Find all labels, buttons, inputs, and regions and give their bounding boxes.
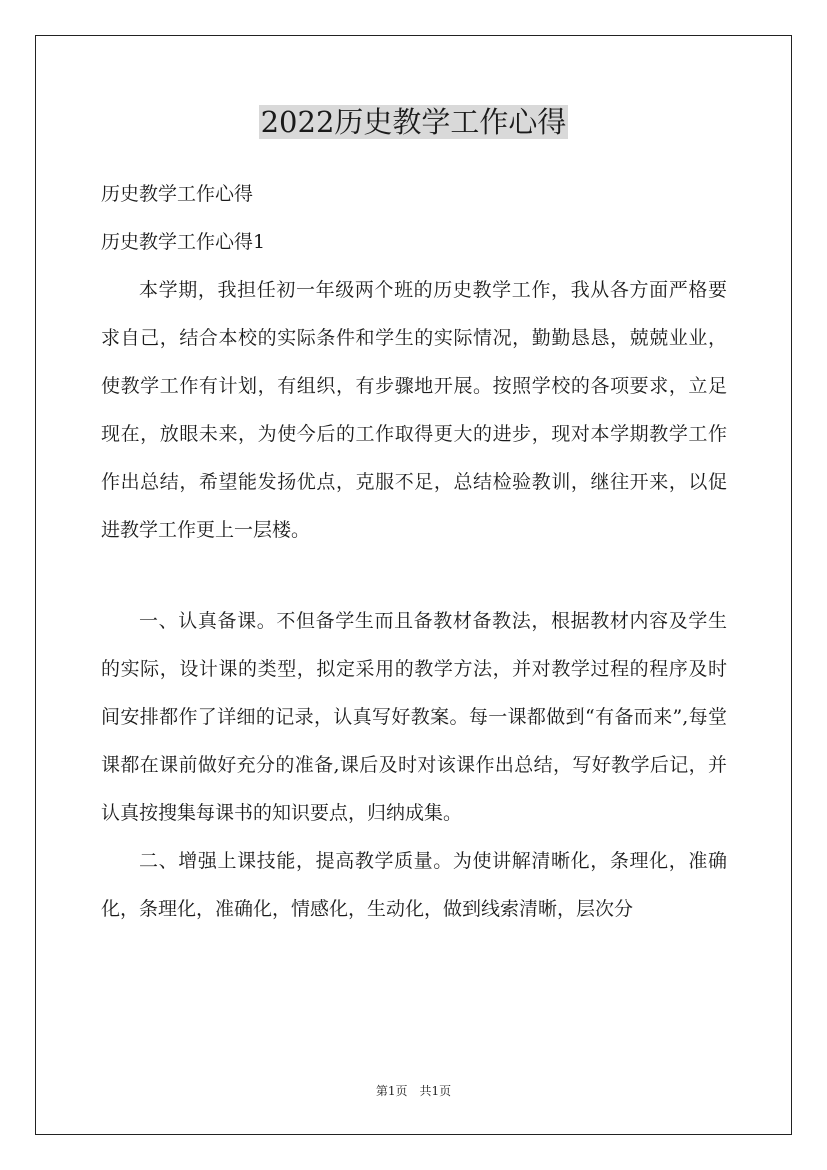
paragraph-preparation: 一、认真备课。不但备学生而且备教材备教法，根据教材内容及学生的实际，设计课的类型，拟定采用的教学方法，并对教学过程的程序及时间安排都作了详细的记录，认真写好教案。每一课都做到“有备而来”,每堂课都在课前做好充分的准备,课后及时对该课作出总结，写好教学后记，并认真按搜集每课书的知识要点，归纳成集。 <box>101 610 727 824</box>
subsection-heading: 历史教学工作心得1 <box>101 231 266 253</box>
paragraph-intro: 本学期，我担任初一年级两个班的历史教学工作，我从各方面严格要求自己，结合本校的实际条件和学生的实际情况，勤勤恳恳，兢兢业业，使教学工作有计划，有组织，有步骤地开展。按照学校的各项要求，立足现在，放眼未来，为使今后的工作取得更大的进步，现对本学期教学工作作出总结，希望能发扬优点，克服不足，总结检验教训，继往开来，以促进教学工作更上一层楼。 <box>101 279 727 541</box>
section-heading: 历史教学工作心得 <box>101 183 254 205</box>
paragraph-gap <box>101 554 727 597</box>
document-title <box>0 102 827 142</box>
document-body <box>101 170 727 933</box>
paragraph-teaching-skills: 二、增强上课技能，提高教学质量。为使讲解清晰化，条理化，准确化，条理化，准确化，情感化，生动化，做到线索清晰，层次分 <box>101 850 727 920</box>
document-title-text: 2022历史教学工作心得 <box>260 105 567 139</box>
page-number-footer: 第1页 共1页 <box>375 1084 452 1098</box>
